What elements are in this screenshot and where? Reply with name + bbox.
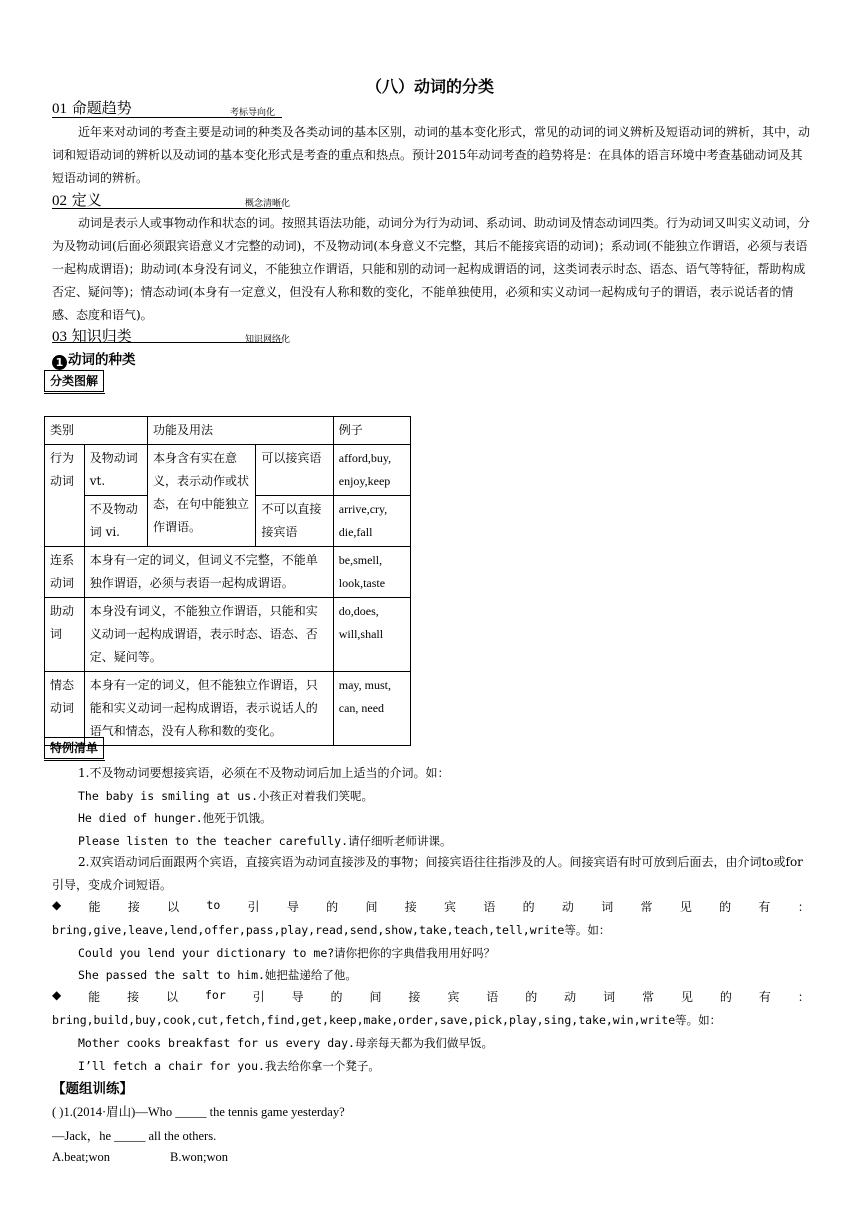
table-row xyxy=(45,445,411,496)
example-sentence: I’ll fetch a chair for you.我去给你拿一个凳子。 xyxy=(78,1059,380,1073)
verb-classification-table xyxy=(44,416,411,746)
spread-char: ： xyxy=(797,900,810,914)
spread-char: 引 xyxy=(247,900,260,914)
spread-char: 导 xyxy=(291,990,304,1004)
table-cell: 不及物动词 vi. xyxy=(84,496,147,547)
spread-char: 引 xyxy=(252,990,265,1004)
page-title: （八）动词的分类 xyxy=(365,77,494,96)
spread-char: 语 xyxy=(486,990,499,1004)
bullet-line-to xyxy=(52,898,810,915)
example-sentence: Please listen to the teacher carefully.请仔细听老师讲课。 xyxy=(78,834,452,848)
table-cell: 本身有一定的词义，但不能独立作谓语，只能和实义动词一起构成谓语，表示说话人的语气和情态，没有人称和数的变化。 xyxy=(84,672,333,746)
spread-char: 的 xyxy=(525,990,538,1004)
table-cell: 不可以直接接宾语 xyxy=(256,496,333,547)
paragraph-trend: 近年来对动词的考查主要是动词的种类及各类动词的基本区别，动词的基本变化形式，常见的动词的词义辨析及短语动词的辨析，其中，动词和短语动词的辨析以及动词的基本变化形式是考查的重点和热点。预计2015年动词考查的趋势将是：在具体的语言环境中考查基础动词及其短语动词的辨析。 xyxy=(52,125,811,185)
table-cell: 情态动词 xyxy=(45,672,85,746)
example-sentence: Could you lend your dictionary to me?请你把你的字典借我用用好吗？ xyxy=(78,946,496,960)
section-heading-knowledge: 03 知识归类 xyxy=(52,327,132,345)
table-header-cell: 类别 xyxy=(45,417,148,445)
table-row xyxy=(45,672,411,746)
table-cell: afford,buy, enjoy,keep xyxy=(333,445,410,496)
paragraph-definition: 动词是表示人或事物动作和状态的词。按照其语法功能，动词分为行为动词、系动词、助动词及情态动词四类。行为动词又叫实义动词，分为及物动词(后面必须跟宾语意义才完整的动词)，不及物动词(本身意义不完整，其后不能接宾语的动词)；系动词(不能独立作谓语，必须与表语一起构成谓语)；助动词(本身没有词义，不能独立作谓语，只能和别的动词一起构成谓语的词，这类词表示时态、语态、语气等特征，帮助构成否定、疑问等)；情态动词(本身有一定意义，但没有人称和数的变化，不能单独使用，必须和实义动词一起构成句子的谓语，表示说话者的情感、态度和语气)。 xyxy=(52,216,811,322)
section-subtitle-trend: 考标导向化 xyxy=(230,108,276,118)
table-cell: 连系动词 xyxy=(45,547,85,598)
table-cell: 助动词 xyxy=(45,598,85,672)
answer-option-b: B.won;won xyxy=(170,1150,228,1164)
spread-char: 常 xyxy=(642,990,655,1004)
label-box-special-cases: 特例清单 xyxy=(44,737,104,759)
subheading-verb-types: 1 动词的种类 xyxy=(52,348,136,370)
spread-char: 见 xyxy=(680,990,693,1004)
label-box-classification: 分类图解 xyxy=(44,370,104,392)
spread-char: 的 xyxy=(522,900,535,914)
spread-char: 接 xyxy=(127,900,140,914)
section-subtitle-definition: 概念清晰化 xyxy=(245,199,291,209)
table-cell: 可以接宾语 xyxy=(256,445,333,496)
table-cell: 及物动词 vt. xyxy=(84,445,147,496)
section-underline xyxy=(52,208,282,209)
table-cell: be,smell, look,taste xyxy=(333,547,410,598)
training-heading: 【题组训练】 xyxy=(52,1081,133,1097)
example-sentence: Mother cooks breakfast for us every day.母亲每天都为我们做早饭。 xyxy=(78,1036,493,1050)
spread-char: 语 xyxy=(483,900,496,914)
spread-char: 动 xyxy=(561,900,574,914)
example-sentence: He died of hunger.他死于饥饿。 xyxy=(78,811,272,825)
example-sentence: She passed the salt to him.她把盐递给了他。 xyxy=(78,968,357,982)
spread-char: 有 xyxy=(758,900,771,914)
spread-char: for xyxy=(204,988,226,1002)
spread-char: ◆ xyxy=(52,988,62,1002)
spread-char: 能 xyxy=(88,900,101,914)
example-sentence: The baby is smiling at us.小孩正对着我们笑呢。 xyxy=(78,789,374,803)
table-cell: 本身没有词义，不能独立作谓语，只能和实义动词一起构成谓语，表示时态、语态、否定、疑问等。 xyxy=(84,598,333,672)
spread-char: ： xyxy=(797,990,810,1004)
spread-char: 间 xyxy=(365,900,378,914)
spread-char: 以 xyxy=(166,990,179,1004)
table-cell: 本身含有实在意义，表示动作或状态，在句中能独立作谓语。 xyxy=(147,445,255,547)
table-cell: 行为动词 xyxy=(45,445,85,547)
question-line: ( )1.(2014·眉山)—Who _____ the tennis game yesterday? xyxy=(52,1105,345,1119)
list-item: 2.双宾语动词后面跟两个宾语，直接宾语为动词直接涉及的事物；间接宾语往往指涉及的人。间接宾语有时可放到后面去，由介词to或for引导，变成介词短语。 xyxy=(52,855,803,892)
table-header-cell: 功能及用法 xyxy=(147,417,333,445)
list-item: 1.不及物动词要想接宾语，必须在不及物动词后加上适当的介词。如： xyxy=(78,766,450,780)
spread-char: 词 xyxy=(603,990,616,1004)
table-row xyxy=(45,598,411,672)
spread-char: 以 xyxy=(167,900,180,914)
spread-char: 能 xyxy=(88,990,101,1004)
table-row xyxy=(45,547,411,598)
spread-char: 常 xyxy=(640,900,653,914)
answer-option-a: A.beat;won xyxy=(52,1150,110,1164)
table-header-cell: 例子 xyxy=(333,417,410,445)
spread-char: 宾 xyxy=(447,990,460,1004)
spread-char: ◆ xyxy=(52,898,62,912)
spread-char: 动 xyxy=(564,990,577,1004)
section-heading-trend: 01 命题趋势 xyxy=(52,99,132,117)
spread-char: 词 xyxy=(601,900,614,914)
spread-char: 接 xyxy=(408,990,421,1004)
verb-list-for: bring,build,buy,cook,cut,fetch,find,get,keep,make,order,save,pick,play,sing,take,win,write等。如： xyxy=(52,1013,722,1027)
bullet-line-for xyxy=(52,988,810,1005)
spread-char: 的 xyxy=(330,990,343,1004)
spread-char: 有 xyxy=(758,990,771,1004)
table-cell: 本身有一定的词义，但词义不完整，不能单独作谓语，必须与表语一起构成谓语。 xyxy=(84,547,333,598)
table-cell: do,does, will,shall xyxy=(333,598,410,672)
section-underline xyxy=(52,342,282,343)
spread-char: 导 xyxy=(286,900,299,914)
spread-char: 间 xyxy=(369,990,382,1004)
section-heading-definition: 02 定义 xyxy=(52,191,102,209)
spread-char: 宾 xyxy=(444,900,457,914)
table-cell: arrive,cry, die,fall xyxy=(333,496,410,547)
spread-char: 见 xyxy=(679,900,692,914)
section-underline xyxy=(52,117,282,118)
number-circle-icon: 1 xyxy=(52,355,67,370)
verb-list-to: bring,give,leave,lend,offer,pass,play,read,send,show,take,teach,tell,write等。如： xyxy=(52,923,611,937)
table-row xyxy=(45,417,411,445)
question-line: —Jack，he _____ all the others. xyxy=(52,1129,217,1143)
table-cell: may, must, can, need xyxy=(333,672,410,746)
spread-char: to xyxy=(206,898,221,912)
spread-char: 接 xyxy=(404,900,417,914)
spread-char: 的 xyxy=(326,900,339,914)
spread-char: 的 xyxy=(719,990,732,1004)
spread-char: 接 xyxy=(127,990,140,1004)
spread-char: 的 xyxy=(719,900,732,914)
section-subtitle-knowledge: 知识网络化 xyxy=(245,335,291,345)
